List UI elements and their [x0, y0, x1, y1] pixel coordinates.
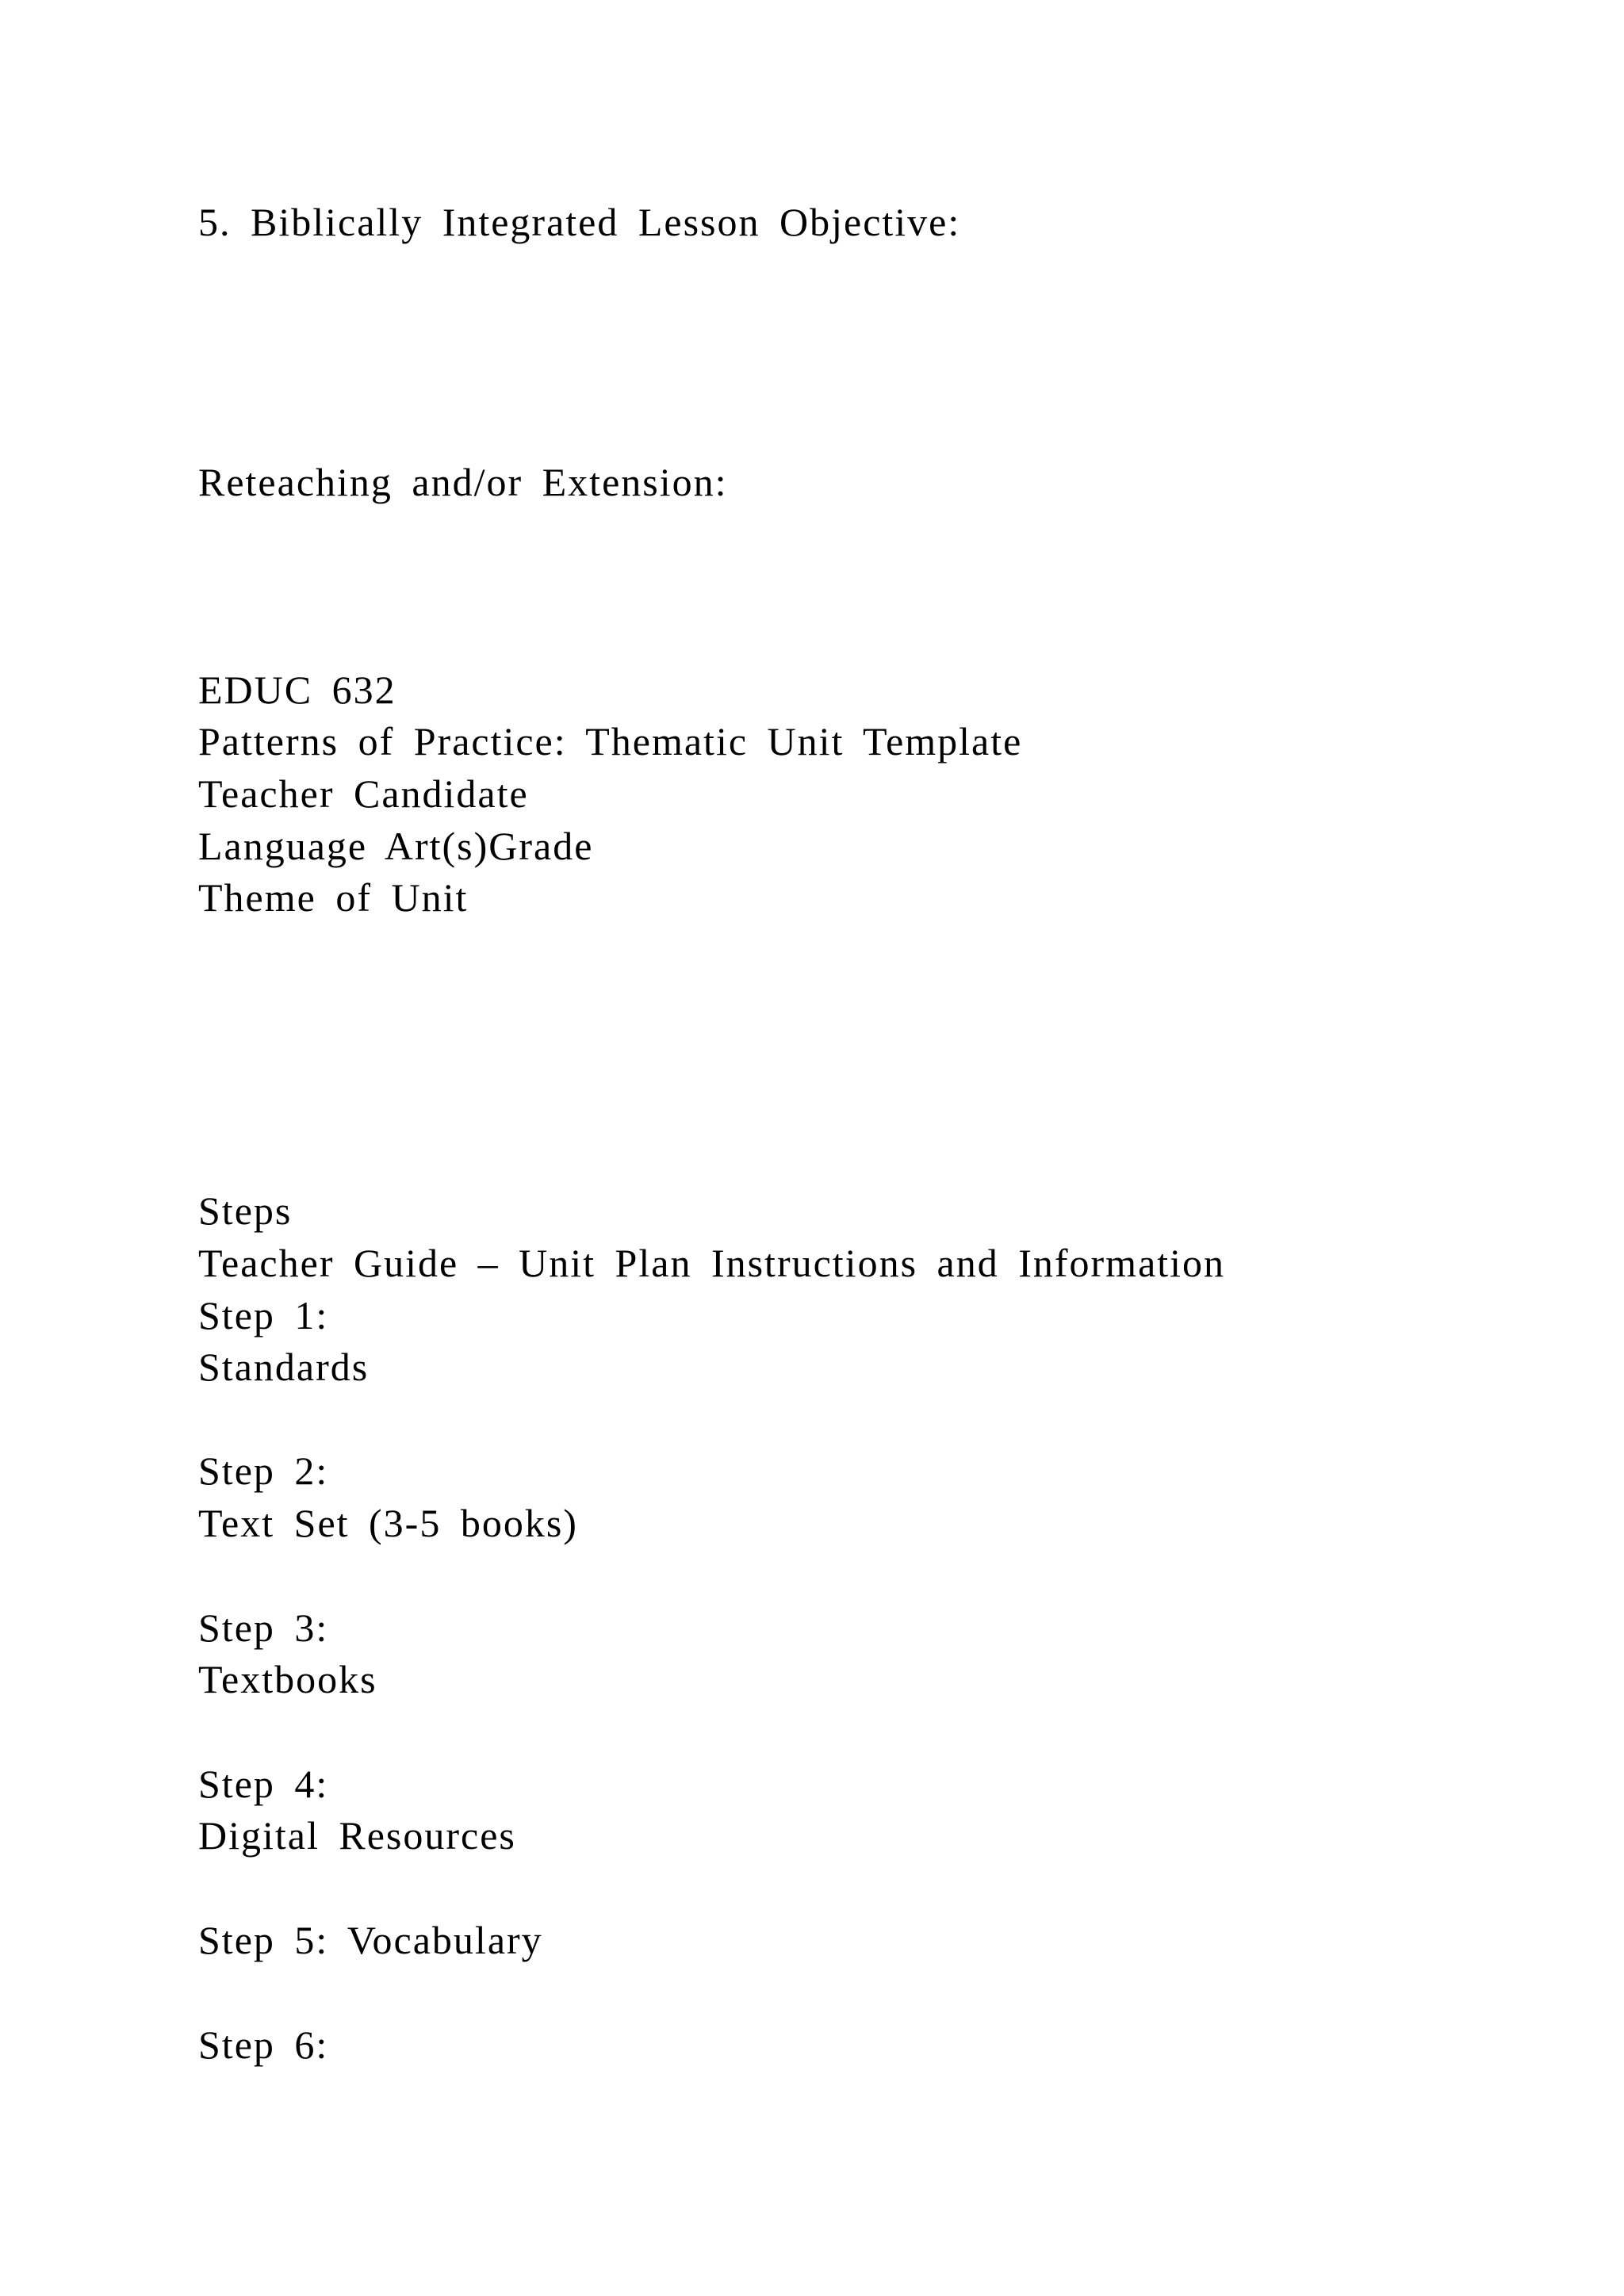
- step-4-title: Digital Resources: [198, 1813, 516, 1858]
- theme-label: Theme of Unit: [198, 875, 469, 920]
- steps-heading: Steps: [198, 1188, 293, 1233]
- template-title: Patterns of Practice: Thematic Unit Template: [198, 719, 1023, 763]
- reteaching-heading: Reteaching and/or Extension:: [198, 460, 728, 504]
- step-5-label: Step 5: Vocabulary: [198, 1918, 543, 1962]
- objective-heading: 5. Biblically Integrated Lesson Objective:: [198, 200, 961, 244]
- step-3-title: Textbooks: [198, 1657, 377, 1701]
- step-3-label: Step 3:: [198, 1605, 329, 1650]
- step-4-label: Step 4:: [198, 1762, 329, 1806]
- language-arts-grade-label: Language Art(s)Grade: [198, 824, 594, 868]
- step-2-title: Text Set (3-5 books): [198, 1501, 578, 1545]
- teacher-candidate-label: Teacher Candidate: [198, 771, 529, 816]
- step-6-label: Step 6:: [198, 2022, 329, 2067]
- step-1-title: Standards: [198, 1345, 370, 1389]
- teacher-guide-heading: Teacher Guide – Unit Plan Instructions and Information: [198, 1241, 1226, 1285]
- step-2-label: Step 2:: [198, 1448, 329, 1493]
- course-code: EDUC 632: [198, 668, 396, 712]
- step-1-label: Step 1:: [198, 1293, 329, 1337]
